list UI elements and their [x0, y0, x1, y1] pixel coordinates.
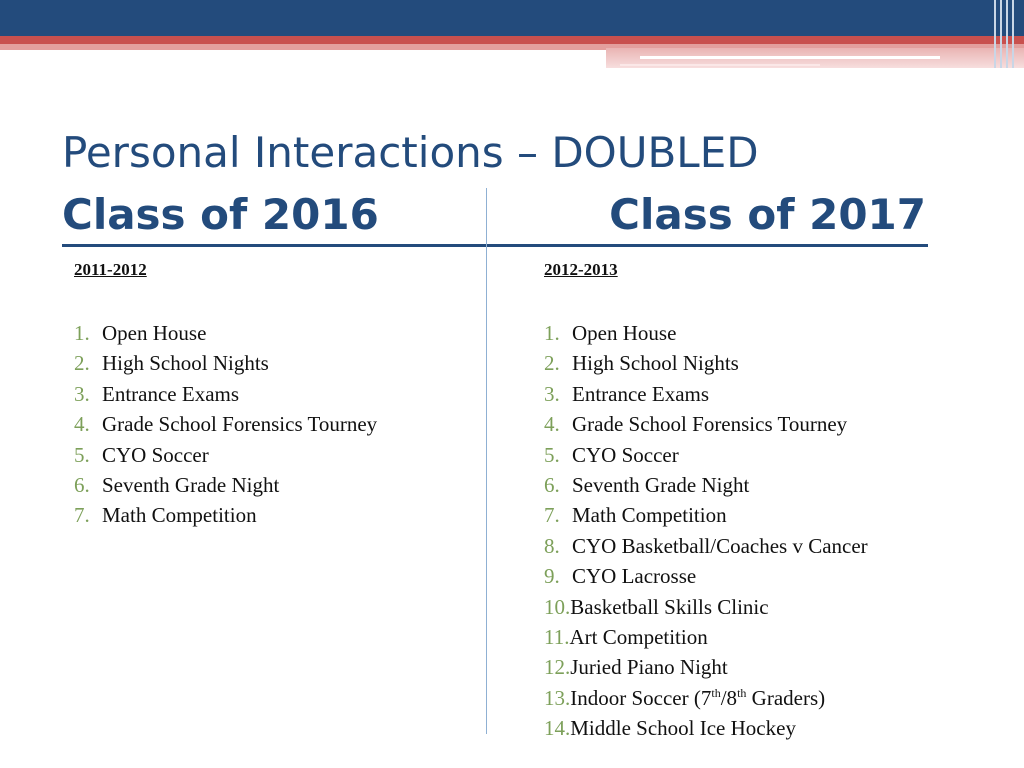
list-item	[74, 500, 474, 530]
list-number: 2.	[74, 351, 90, 376]
list-number: 7.	[74, 503, 90, 528]
list-number: 4.	[74, 412, 90, 437]
list-number: 13.	[544, 685, 571, 710]
list-item-text: Open House	[102, 321, 207, 345]
list-number: 1.	[74, 321, 90, 345]
list-item	[544, 348, 1014, 378]
banner-accent-line	[620, 64, 820, 66]
list-item-text: CYO Basketball/Coaches v Cancer	[572, 533, 868, 558]
slide-title: Personal Interactions – DOUBLED	[62, 128, 759, 177]
list-number: 1.	[544, 321, 560, 345]
list-item-text	[570, 686, 825, 710]
list-item-text: High School Nights	[102, 351, 269, 376]
class-2016-heading: Class of 2016	[62, 190, 379, 239]
list-number: 4.	[544, 412, 560, 437]
list-item	[74, 470, 474, 500]
list-item-text: Juried Piano Night	[570, 655, 728, 680]
list-item-text: Entrance Exams	[102, 381, 240, 406]
text-fragment: /8	[720, 685, 738, 710]
list-number: 2.	[544, 351, 560, 376]
list-item	[544, 592, 1014, 622]
list-item	[74, 440, 474, 470]
list-number: 10.	[544, 594, 571, 619]
class-header-row	[62, 190, 928, 247]
list-item	[74, 348, 474, 378]
list-number: 11.	[544, 624, 570, 649]
list-number: 8.	[544, 533, 560, 558]
banner-stripe	[1006, 0, 1008, 68]
banner-navy-band	[0, 0, 1024, 36]
list-item-text: CYO Soccer	[572, 442, 679, 467]
list-item	[544, 470, 1014, 500]
list-number: 12.	[544, 655, 571, 680]
list-item	[544, 379, 1014, 409]
class-2017-heading: Class of 2017	[609, 190, 926, 239]
banner-stripe	[994, 0, 996, 68]
list-item-text: Art Competition	[569, 624, 708, 649]
column-divider	[486, 188, 487, 734]
list-item	[544, 652, 1014, 682]
text-fragment: Indoor Soccer (7	[570, 685, 712, 710]
interaction-list	[74, 318, 474, 531]
list-item-text: Open House	[572, 321, 677, 345]
list-number: 6.	[544, 472, 560, 497]
list-item-text: Grade School Forensics Tourney	[102, 412, 378, 437]
list-item	[544, 440, 1014, 470]
list-number: 3.	[544, 381, 560, 406]
right-column	[544, 258, 1014, 743]
banner-stripe	[1012, 0, 1014, 68]
list-item	[544, 318, 1014, 348]
superscript: th	[711, 685, 721, 700]
list-item-text: Entrance Exams	[572, 381, 710, 406]
list-item	[544, 531, 1014, 561]
text-fragment: Graders)	[746, 685, 826, 710]
left-column	[74, 258, 474, 531]
list-item-text: Basketball Skills Clinic	[570, 594, 769, 619]
list-item	[544, 713, 1014, 743]
list-item-text: Math Competition	[102, 503, 257, 528]
list-number: 6.	[74, 472, 90, 497]
list-item	[74, 379, 474, 409]
list-number: 14.	[544, 716, 571, 741]
list-item	[544, 409, 1014, 439]
list-number: 5.	[74, 442, 90, 467]
list-number: 9.	[544, 564, 560, 589]
list-item	[544, 500, 1014, 530]
list-number: 7.	[544, 503, 560, 528]
list-item-text: High School Nights	[572, 351, 739, 376]
list-item-text: Grade School Forensics Tourney	[572, 412, 848, 437]
list-item	[544, 683, 1014, 713]
list-item	[74, 318, 474, 348]
list-item-text: Seventh Grade Night	[572, 472, 750, 497]
list-item	[74, 409, 474, 439]
list-item-text: Seventh Grade Night	[102, 472, 280, 497]
year-heading: 2011-2012	[74, 260, 147, 279]
banner-accent-line	[640, 56, 940, 59]
list-item-text: Middle School Ice Hockey	[570, 716, 796, 741]
list-item	[544, 622, 1014, 652]
list-item-text: CYO Lacrosse	[572, 564, 697, 589]
list-item-text: CYO Soccer	[102, 442, 209, 467]
list-number: 5.	[544, 442, 560, 467]
interaction-list	[544, 318, 1014, 743]
year-heading: 2012-2013	[544, 260, 618, 279]
list-number: 3.	[74, 381, 90, 406]
list-item	[544, 561, 1014, 591]
banner-stripe	[1000, 0, 1002, 68]
list-item-text: Math Competition	[572, 503, 727, 528]
superscript: th	[737, 685, 747, 700]
